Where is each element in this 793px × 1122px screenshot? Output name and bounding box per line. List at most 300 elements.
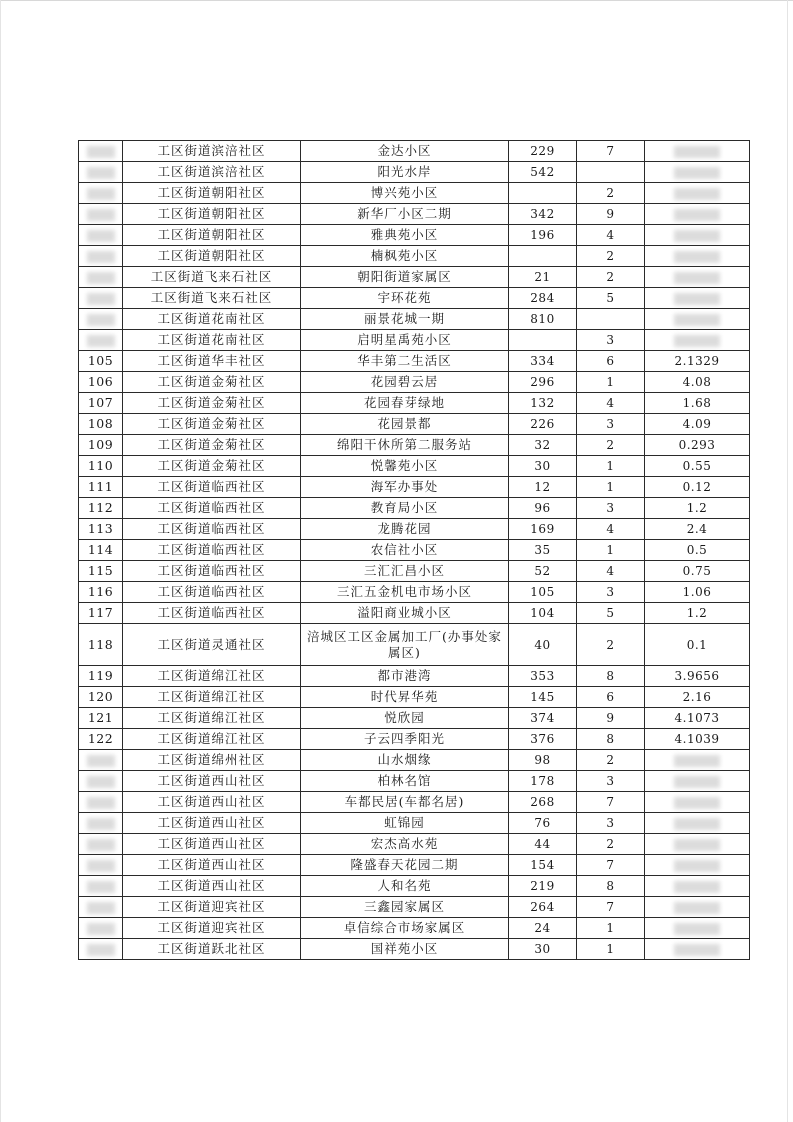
area-cell-text: 0.55 <box>682 459 712 473</box>
households-cell-text: 229 <box>530 144 555 158</box>
community-cell-text: 工区街道朝阳社区 <box>157 206 266 221</box>
households-cell-text: 376 <box>530 732 555 746</box>
residential-name-cell <box>301 351 509 372</box>
redacted-value <box>674 839 720 851</box>
residential-name-cell-text: 悦欣园 <box>384 710 425 725</box>
households-cell <box>509 309 577 330</box>
count-cell-text: 2 <box>606 753 615 767</box>
households-cell <box>509 813 577 834</box>
row-number-cell <box>79 729 123 750</box>
residential-name-cell-text: 农信社小区 <box>370 542 439 557</box>
residential-name-cell <box>301 414 509 435</box>
table-row <box>79 918 750 939</box>
community-cell <box>123 477 301 498</box>
households-cell-text: 219 <box>530 879 555 893</box>
count-cell <box>577 414 645 435</box>
count-cell <box>577 561 645 582</box>
residential-name-cell <box>301 813 509 834</box>
count-cell <box>577 687 645 708</box>
row-number-cell-text: 122 <box>87 731 114 746</box>
households-cell-text: 44 <box>534 837 551 851</box>
community-cell-text: 工区街道迎宾社区 <box>157 899 266 914</box>
count-cell-text: 8 <box>606 669 615 683</box>
redacted-value <box>87 755 115 767</box>
count-cell-text: 2 <box>606 249 615 263</box>
row-number-cell <box>79 330 123 351</box>
count-cell-text: 2 <box>606 270 615 284</box>
redacted-value <box>87 797 115 809</box>
community-cell <box>123 246 301 267</box>
residential-name-cell <box>301 288 509 309</box>
residential-name-cell-text: 三汇五金机电市场小区 <box>336 584 472 599</box>
households-cell-text: 342 <box>530 207 555 221</box>
community-cell-text: 工区街道朝阳社区 <box>157 227 266 242</box>
table-row <box>79 582 750 603</box>
count-cell-text: 6 <box>606 690 615 704</box>
area-cell <box>645 729 750 750</box>
count-cell <box>577 225 645 246</box>
redacted-value <box>87 314 115 326</box>
community-cell-text: 工区街道跃北社区 <box>157 941 266 956</box>
count-cell-text: 7 <box>606 144 615 158</box>
community-cell <box>123 225 301 246</box>
residential-name-cell-text: 花园景都 <box>377 416 432 431</box>
row-number-cell <box>79 918 123 939</box>
row-number-cell <box>79 204 123 225</box>
residential-name-cell-text: 华丰第二生活区 <box>357 353 452 368</box>
count-cell <box>577 309 645 330</box>
households-cell <box>509 729 577 750</box>
redacted-value <box>87 188 115 200</box>
row-number-cell <box>79 834 123 855</box>
row-number-cell <box>79 288 123 309</box>
community-cell <box>123 561 301 582</box>
households-cell <box>509 183 577 204</box>
count-cell <box>577 330 645 351</box>
households-cell-text: 52 <box>534 564 551 578</box>
row-number-cell-text: 116 <box>87 584 114 599</box>
redacted-value <box>87 902 115 914</box>
community-cell-text: 工区街道金菊社区 <box>157 437 266 452</box>
table-row <box>79 687 750 708</box>
count-cell-text: 6 <box>606 354 615 368</box>
count-cell <box>577 771 645 792</box>
row-number-cell-text: 112 <box>87 500 114 515</box>
households-cell <box>509 603 577 624</box>
redacted-value <box>87 209 115 221</box>
households-cell <box>509 162 577 183</box>
redacted-value <box>87 881 115 893</box>
count-cell-text: 1 <box>606 921 615 935</box>
count-cell <box>577 813 645 834</box>
community-cell-text: 工区街道金菊社区 <box>157 416 266 431</box>
row-number-cell <box>79 162 123 183</box>
residential-name-cell-text: 车都民居(车都名居) <box>344 794 465 809</box>
area-cell <box>645 855 750 876</box>
households-cell <box>509 897 577 918</box>
area-cell-text: 2.1329 <box>674 354 720 368</box>
count-cell <box>577 393 645 414</box>
row-number-cell <box>79 477 123 498</box>
row-number-cell <box>79 813 123 834</box>
row-number-cell <box>79 666 123 687</box>
residential-name-cell <box>301 225 509 246</box>
community-cell <box>123 708 301 729</box>
table-row <box>79 939 750 960</box>
community-cell-text: 工区街道绵州社区 <box>157 752 266 767</box>
households-cell-text: 32 <box>534 438 551 452</box>
area-cell-text: 4.08 <box>682 375 712 389</box>
households-cell <box>509 666 577 687</box>
row-number-cell <box>79 687 123 708</box>
area-cell <box>645 939 750 960</box>
area-cell <box>645 561 750 582</box>
residential-name-cell-text: 三汇汇昌小区 <box>363 563 445 578</box>
residential-name-cell-text: 虹锦园 <box>384 815 425 830</box>
redacted-value <box>674 944 720 956</box>
redacted-value <box>87 335 115 347</box>
households-cell-text: 264 <box>530 900 555 914</box>
count-cell <box>577 729 645 750</box>
households-cell <box>509 519 577 540</box>
community-cell-text: 工区街道金菊社区 <box>157 374 266 389</box>
community-cell <box>123 435 301 456</box>
count-cell <box>577 162 645 183</box>
count-cell <box>577 498 645 519</box>
count-cell-text: 3 <box>606 333 615 347</box>
area-cell-text: 4.09 <box>682 417 712 431</box>
count-cell <box>577 666 645 687</box>
count-cell <box>577 477 645 498</box>
row-number-cell <box>79 624 123 666</box>
redacted-value <box>87 230 115 242</box>
residential-name-cell <box>301 771 509 792</box>
community-cell <box>123 771 301 792</box>
residential-name-cell-text: 隆盛春天花园二期 <box>350 857 459 872</box>
households-cell-text: 296 <box>530 375 555 389</box>
residential-name-cell-text: 金达小区 <box>377 143 432 158</box>
redacted-value <box>674 146 720 158</box>
residential-name-cell-text: 国祥苑小区 <box>370 941 439 956</box>
community-cell-text: 工区街道朝阳社区 <box>157 248 266 263</box>
residential-name-cell <box>301 624 509 666</box>
community-cell <box>123 267 301 288</box>
residential-name-cell-text: 雅典苑小区 <box>370 227 439 242</box>
count-cell-text: 4 <box>606 396 615 410</box>
community-cell <box>123 309 301 330</box>
area-cell <box>645 918 750 939</box>
table-row <box>79 561 750 582</box>
residential-name-cell-text: 楠枫苑小区 <box>370 248 439 263</box>
community-cell-text: 工区街道迎宾社区 <box>157 920 266 935</box>
table-row <box>79 876 750 897</box>
community-cell <box>123 834 301 855</box>
area-cell <box>645 435 750 456</box>
row-number-cell-text: 110 <box>87 458 114 473</box>
residential-name-cell <box>301 855 509 876</box>
table-row <box>79 246 750 267</box>
households-cell-text: 40 <box>534 637 551 652</box>
community-cell <box>123 582 301 603</box>
table-row <box>79 267 750 288</box>
count-cell-text: 5 <box>606 291 615 305</box>
residential-name-cell <box>301 393 509 414</box>
redacted-value <box>87 944 115 956</box>
households-cell-text: 810 <box>530 312 555 326</box>
residential-name-cell-text: 悦馨苑小区 <box>370 458 439 473</box>
community-cell-text: 工区街道临西社区 <box>157 542 266 557</box>
row-number-cell-text: 111 <box>87 479 114 494</box>
row-number-cell <box>79 351 123 372</box>
community-cell-text: 工区街道滨涪社区 <box>157 164 266 179</box>
table-row <box>79 309 750 330</box>
table-row <box>79 351 750 372</box>
residential-name-cell <box>301 330 509 351</box>
row-number-cell <box>79 603 123 624</box>
community-cell-text: 工区街道临西社区 <box>157 521 266 536</box>
count-cell <box>577 351 645 372</box>
residential-name-cell <box>301 477 509 498</box>
households-cell <box>509 792 577 813</box>
community-cell <box>123 162 301 183</box>
count-cell <box>577 708 645 729</box>
area-cell-text: 0.293 <box>678 438 716 452</box>
community-cell <box>123 603 301 624</box>
households-cell-text: 169 <box>530 522 555 536</box>
residential-name-cell <box>301 204 509 225</box>
row-number-cell-text: 118 <box>87 636 114 652</box>
table-row <box>79 393 750 414</box>
count-cell-text: 3 <box>606 501 615 515</box>
area-cell <box>645 309 750 330</box>
households-cell-text: 353 <box>530 669 555 683</box>
community-cell-text: 工区街道临西社区 <box>157 479 266 494</box>
count-cell <box>577 141 645 162</box>
table-row <box>79 435 750 456</box>
row-number-cell <box>79 225 123 246</box>
area-cell <box>645 708 750 729</box>
table-row <box>79 330 750 351</box>
area-cell <box>645 141 750 162</box>
residential-name-cell <box>301 183 509 204</box>
table-row <box>79 666 750 687</box>
community-cell <box>123 918 301 939</box>
households-cell-text: 334 <box>530 354 555 368</box>
redacted-value <box>87 839 115 851</box>
households-cell-text: 98 <box>534 753 551 767</box>
redacted-value <box>87 860 115 872</box>
area-cell-text: 2.4 <box>686 522 708 536</box>
households-cell <box>509 708 577 729</box>
community-cell <box>123 855 301 876</box>
residential-name-cell-text: 龙腾花园 <box>377 521 432 536</box>
households-cell <box>509 204 577 225</box>
table-row <box>79 288 750 309</box>
households-cell <box>509 372 577 393</box>
residential-name-cell <box>301 372 509 393</box>
table-row <box>79 729 750 750</box>
table-row <box>79 225 750 246</box>
page-edge <box>787 0 788 1122</box>
community-table <box>78 140 750 960</box>
community-cell <box>123 792 301 813</box>
area-cell <box>645 162 750 183</box>
households-cell <box>509 267 577 288</box>
community-cell-text: 工区街道花南社区 <box>157 332 266 347</box>
area-cell <box>645 498 750 519</box>
row-number-cell <box>79 246 123 267</box>
area-cell <box>645 897 750 918</box>
redacted-value <box>674 188 720 200</box>
area-cell <box>645 582 750 603</box>
community-cell <box>123 204 301 225</box>
redacted-value <box>674 251 720 263</box>
count-cell <box>577 519 645 540</box>
households-cell-text: 76 <box>534 816 551 830</box>
area-cell-text: 0.1 <box>686 637 708 652</box>
redacted-value <box>87 776 115 788</box>
count-cell <box>577 582 645 603</box>
count-cell <box>577 204 645 225</box>
table-row <box>79 162 750 183</box>
households-cell-text: 145 <box>530 690 555 704</box>
community-cell-text: 工区街道西山社区 <box>157 815 266 830</box>
page-edge <box>0 0 793 1</box>
count-cell-text: 4 <box>606 522 615 536</box>
residential-name-cell <box>301 519 509 540</box>
row-number-cell <box>79 792 123 813</box>
area-cell <box>645 519 750 540</box>
households-cell-text: 178 <box>530 774 555 788</box>
area-cell <box>645 540 750 561</box>
residential-name-cell <box>301 750 509 771</box>
redacted-value <box>674 797 720 809</box>
households-cell-text: 35 <box>534 543 551 557</box>
redacted-value <box>87 146 115 158</box>
community-cell-text: 工区街道飞来石社区 <box>150 290 273 305</box>
row-number-cell <box>79 519 123 540</box>
redacted-value <box>674 209 720 221</box>
households-cell-text: 226 <box>530 417 555 431</box>
residential-name-cell <box>301 918 509 939</box>
community-cell-text: 工区街道华丰社区 <box>157 353 266 368</box>
count-cell-text: 1 <box>606 942 615 956</box>
residential-name-cell <box>301 540 509 561</box>
community-cell <box>123 351 301 372</box>
table-row <box>79 624 750 666</box>
area-cell <box>645 687 750 708</box>
residential-name-cell <box>301 561 509 582</box>
residential-name-cell-text: 柏林名馆 <box>377 773 432 788</box>
community-cell-text: 工区街道西山社区 <box>157 773 266 788</box>
residential-name-cell-text: 绵阳干休所第二服务站 <box>336 437 472 452</box>
row-number-cell <box>79 309 123 330</box>
redacted-value <box>674 755 720 767</box>
residential-name-cell-text: 时代昇华苑 <box>370 689 439 704</box>
area-cell <box>645 288 750 309</box>
area-cell <box>645 792 750 813</box>
row-number-cell-text: 119 <box>87 668 114 683</box>
community-cell <box>123 183 301 204</box>
table-row <box>79 897 750 918</box>
area-cell-text: 1.2 <box>686 501 708 515</box>
row-number-cell-text: 108 <box>87 416 114 431</box>
households-cell <box>509 456 577 477</box>
area-cell <box>645 372 750 393</box>
count-cell <box>577 540 645 561</box>
count-cell <box>577 939 645 960</box>
count-cell <box>577 792 645 813</box>
community-cell <box>123 393 301 414</box>
count-cell-text: 2 <box>606 186 615 200</box>
count-cell-text: 7 <box>606 900 615 914</box>
residential-name-cell <box>301 267 509 288</box>
count-cell-text: 1 <box>606 543 615 557</box>
community-cell <box>123 750 301 771</box>
residential-name-cell-text: 教育局小区 <box>370 500 439 515</box>
area-cell-text: 2.16 <box>682 690 712 704</box>
households-cell-text: 105 <box>530 585 555 599</box>
households-cell <box>509 855 577 876</box>
table-body <box>79 141 750 960</box>
community-cell <box>123 414 301 435</box>
area-cell <box>645 624 750 666</box>
households-cell-text: 30 <box>534 942 551 956</box>
row-number-cell <box>79 708 123 729</box>
redacted-value <box>674 230 720 242</box>
community-cell-text: 工区街道西山社区 <box>157 794 266 809</box>
redacted-value <box>87 818 115 830</box>
count-cell <box>577 897 645 918</box>
count-cell <box>577 876 645 897</box>
area-cell-text: 4.1039 <box>674 732 720 746</box>
redacted-value <box>674 881 720 893</box>
count-cell <box>577 372 645 393</box>
count-cell-text: 8 <box>606 879 615 893</box>
count-cell-text: 3 <box>606 774 615 788</box>
residential-name-cell <box>301 456 509 477</box>
residential-name-cell <box>301 834 509 855</box>
table-row <box>79 414 750 435</box>
row-number-cell <box>79 897 123 918</box>
count-cell-text: 7 <box>606 858 615 872</box>
residential-name-cell-text: 阳光水岸 <box>377 164 432 179</box>
households-cell <box>509 750 577 771</box>
redacted-value <box>674 167 720 179</box>
residential-name-cell-text: 花园春芽绿地 <box>363 395 445 410</box>
table-row <box>79 540 750 561</box>
table-row <box>79 456 750 477</box>
area-cell <box>645 330 750 351</box>
table-row <box>79 477 750 498</box>
area-cell-text: 1.68 <box>682 396 712 410</box>
area-cell-text: 0.75 <box>682 564 712 578</box>
count-cell-text: 3 <box>606 585 615 599</box>
households-cell <box>509 540 577 561</box>
redacted-value <box>674 860 720 872</box>
area-cell <box>645 813 750 834</box>
count-cell-text: 1 <box>606 480 615 494</box>
community-cell-text: 工区街道临西社区 <box>157 584 266 599</box>
count-cell-text: 3 <box>606 816 615 830</box>
households-cell <box>509 351 577 372</box>
area-cell <box>645 183 750 204</box>
residential-name-cell-text: 溢阳商业城小区 <box>357 605 452 620</box>
count-cell-text: 9 <box>606 711 615 725</box>
households-cell <box>509 561 577 582</box>
area-cell <box>645 876 750 897</box>
community-cell <box>123 876 301 897</box>
